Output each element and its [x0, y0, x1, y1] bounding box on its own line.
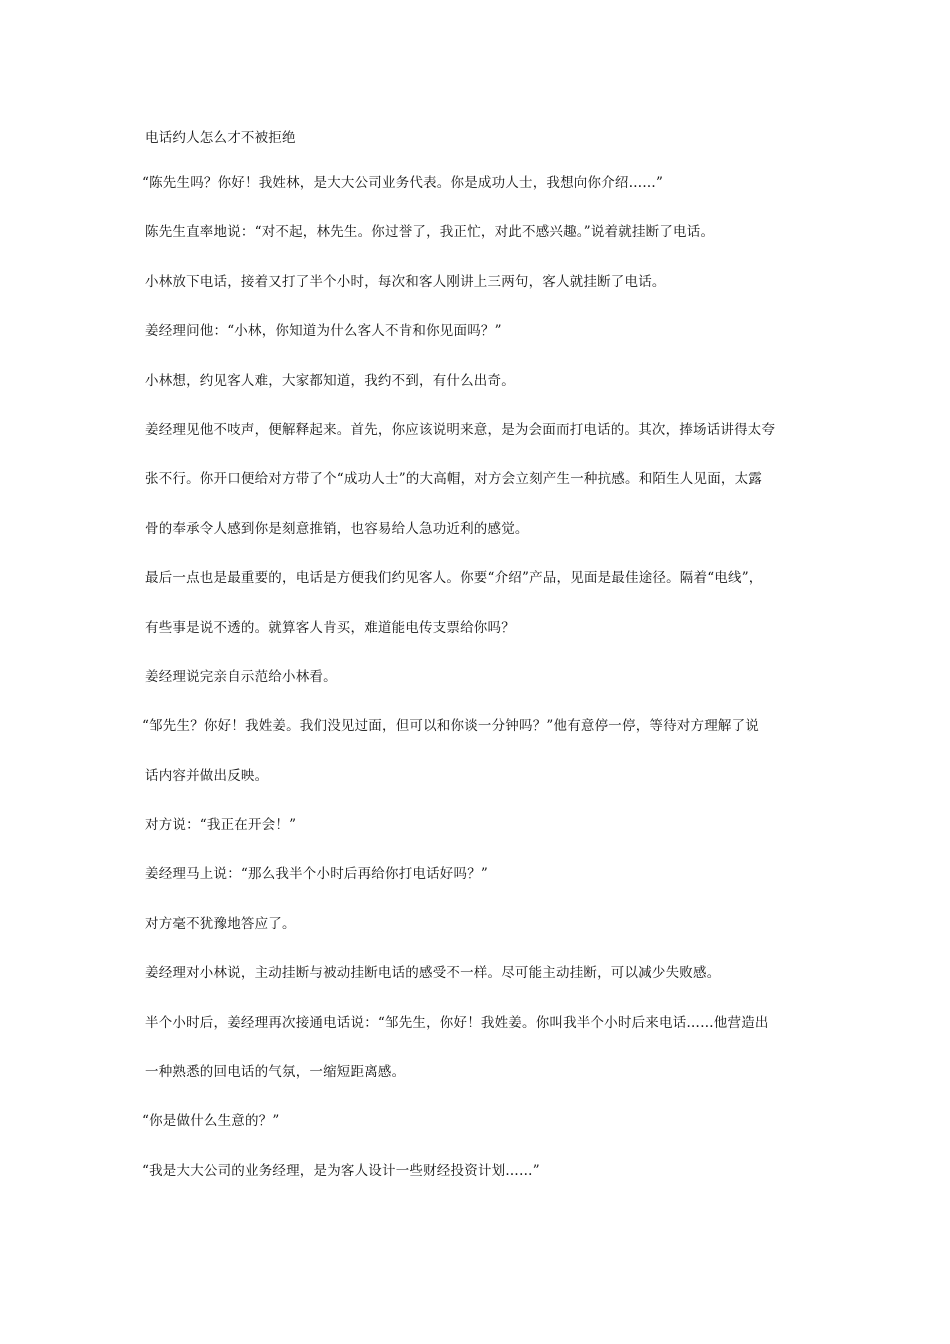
- paragraph-line: 姜经理问他：“小林，你知道为什么客人不肯和你见面吗？”: [145, 323, 502, 340]
- paragraph-line: “你是做什么生意的？”: [142, 1113, 280, 1130]
- paragraph-line: 最后一点也是最重要的，电话是方便我们约见客人。你要“介绍”产品，见面是最佳途径。隔着“电线”，: [145, 570, 763, 587]
- paragraph-line: 骨的奉承令人感到你是刻意推销，也容易给人急功近利的感觉。: [145, 520, 529, 537]
- paragraph-line: 话内容并做出反映。: [145, 767, 269, 784]
- paragraph-line: 陈先生直率地说：“对不起，林先生。你过誉了，我正忙，对此不感兴趣。”说着就挂断了电话。: [145, 224, 715, 241]
- document-title: 电话约人怎么才不被拒绝: [145, 130, 296, 146]
- paragraph-line: “我是大大公司的业务经理，是为客人设计一些财经投资计划……”: [142, 1162, 540, 1179]
- paragraph-line: 小林放下电话，接着又打了半个小时，每次和客人刚讲上三两句，客人就挂断了电话。: [145, 273, 666, 290]
- paragraph-line: 姜经理见他不吱声，便解释起来。首先，你应该说明来意，是为会面而打电话的。其次，捧场话讲得太夸: [145, 421, 776, 438]
- paragraph-line: 小林想，约见客人难，大家都知道，我约不到，有什么出奇。: [145, 372, 515, 389]
- paragraph-line: 有些事是说不透的。就算客人肯买，难道能电传支票给你吗？: [145, 619, 515, 636]
- document-body: [142, 124, 815, 1206]
- paragraph-line: “邹先生？你好！我姓姜。我们没见过面，但可以和你谈一分钟吗？”他有意停一停，等待对方理解了说: [142, 718, 760, 735]
- paragraph-line: 张不行。你开口便给对方带了个“成功人士”的大高帽，对方会立刻产生一种抗感。和陌生人见面，太露: [145, 471, 763, 488]
- paragraph-line: 对方毫不犹豫地答应了。: [145, 915, 296, 932]
- paragraph-line: “陈先生吗？你好！我姓林，是大大公司业务代表。你是成功人士，我想向你介绍……”: [142, 175, 664, 191]
- paragraph-line: 对方说：“我正在开会！”: [145, 817, 297, 834]
- paragraph-line: 一种熟悉的回电话的气氛，一缩短距离感。: [145, 1064, 406, 1081]
- paragraph-line: 半个小时后，姜经理再次接通电话说：“邹先生，你好！我姓姜。你叫我半个小时后来电话……他营造出: [145, 1014, 769, 1031]
- paragraph-line: 姜经理说完亲自示范给小林看。: [145, 668, 337, 685]
- paragraph-line: 姜经理对小林说，主动挂断与被动挂断电话的感受不一样。尽可能主动挂断，可以减少失败感。: [145, 965, 721, 982]
- paragraph-line: 姜经理马上说：“那么我半个小时后再给你打电话好吗？”: [145, 866, 489, 883]
